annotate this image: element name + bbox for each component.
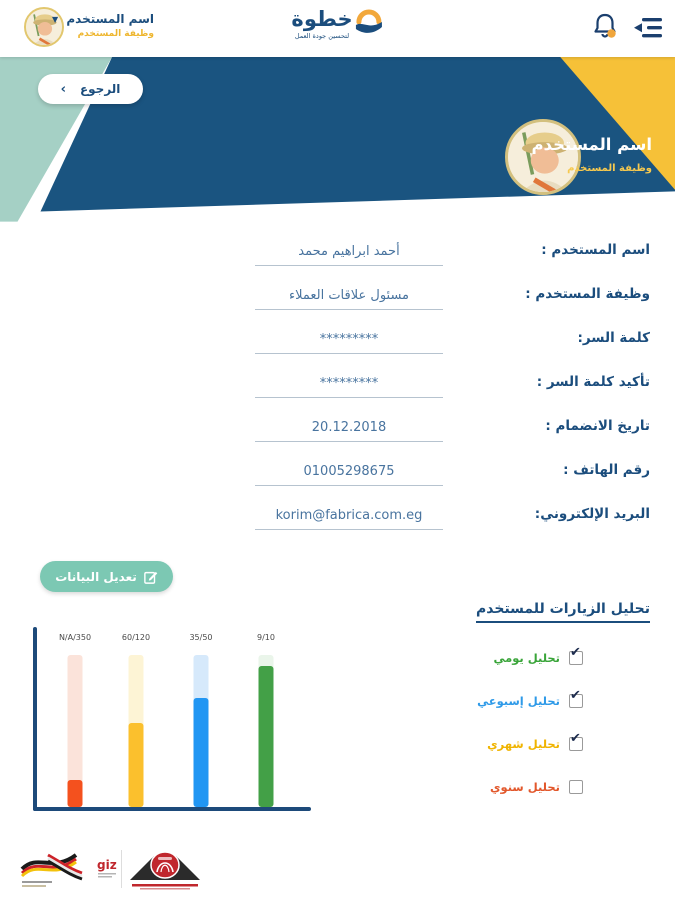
checkbox-label: تحليل يومي (493, 651, 560, 665)
chart-bar-label: 9/10 (257, 633, 275, 642)
checkbox-label: تحليل سنوي (489, 780, 560, 794)
bell-icon (592, 12, 618, 40)
footer-divider (121, 850, 122, 888)
header-user-role: وظيفة المستخدم (77, 29, 154, 39)
field-label: وظيفة المستخدم : (525, 286, 650, 302)
form-row-confirm-password (0, 368, 675, 412)
field-label: تاريخ الانضمام : (545, 418, 650, 434)
profile-role: وظيفة المستخدم (567, 163, 652, 174)
user-details-form (0, 236, 675, 544)
notifications-button[interactable] (592, 12, 618, 44)
chart-bar-label: 60/120 (121, 633, 151, 642)
form-row-phone (0, 456, 675, 500)
chart-bar-label: N/A/350 (58, 633, 92, 642)
field-value: 01005298675 (255, 458, 443, 486)
form-row-join-date (0, 412, 675, 456)
checkbox-label: تحليل إسبوعي (477, 694, 560, 708)
edit-data-button-label: تعديل البيانات (55, 569, 137, 584)
field-label: البريد الإلكتروني: (534, 506, 650, 522)
visits-analysis-title: تحليل الزيارات للمستخدم (476, 601, 650, 623)
checkbox[interactable] (569, 651, 583, 665)
header-user-menu[interactable] (52, 12, 154, 39)
top-header (0, 0, 675, 57)
form-row-username (0, 236, 675, 280)
checkbox-daily-analysis[interactable] (493, 650, 583, 666)
field-value: ********* (255, 370, 443, 398)
edit-icon (144, 570, 158, 584)
chart-bar (235, 627, 297, 815)
chevron-down-icon: ▼ (52, 15, 59, 24)
svg-text:giz: giz (97, 858, 117, 872)
back-button-label: الرجوع (79, 82, 121, 96)
form-row-email (0, 500, 675, 544)
menu-button[interactable] (634, 17, 662, 43)
field-label: رقم الهاتف : (563, 462, 650, 478)
profile-name: اسم المستخدم (531, 135, 652, 154)
field-label: اسم المستخدم : (541, 242, 650, 258)
field-value: أحمد ابراهيم محمد (255, 238, 443, 266)
app-logo-icon (354, 8, 384, 38)
form-row-role (0, 280, 675, 324)
field-value: ********* (255, 326, 443, 354)
chart-bar (105, 627, 167, 815)
chart-bar-fill (68, 780, 83, 807)
chart-bar-fill (259, 666, 274, 807)
checkbox-label: تحليل شهري (487, 737, 560, 751)
header-user-avatar[interactable] (24, 7, 64, 47)
profile-identity (531, 135, 652, 174)
chart-y-axis (33, 627, 37, 811)
chart-bar-label: 35/50 (189, 633, 213, 642)
chart-bar (44, 627, 106, 815)
chart-bar-fill (129, 723, 144, 807)
checkbox-yearly-analysis[interactable] (490, 779, 583, 795)
profile-banner (0, 57, 675, 225)
checkbox[interactable] (569, 694, 583, 708)
app-logo (291, 8, 383, 40)
edit-data-button[interactable] (40, 561, 173, 592)
chevron-left-icon: ‹ (60, 81, 66, 97)
menu-collapse-icon (634, 17, 662, 39)
app-logo-text: خطوة (291, 7, 353, 31)
giz-logo (96, 856, 118, 882)
german-cooperation-logo (18, 843, 100, 891)
header-user-name: اسم المستخدم (66, 12, 154, 26)
chart-bar (170, 627, 232, 815)
field-label: تأكيد كلمة السر : (536, 374, 650, 390)
checkbox-monthly-analysis[interactable] (487, 736, 583, 752)
field-label: كلمة السر: (577, 330, 650, 346)
checkbox[interactable] (569, 737, 583, 751)
checkbox[interactable] (569, 780, 583, 794)
form-row-password (0, 324, 675, 368)
field-value: مسئول علاقات العملاء (255, 282, 443, 310)
back-button[interactable] (38, 74, 143, 104)
field-value: 20.12.2018 (255, 414, 443, 442)
visits-bar-chart (33, 627, 315, 815)
field-value: korim@fabrica.com.eg (255, 502, 443, 530)
chart-bar-fill (194, 698, 209, 807)
industrial-org-logo (128, 848, 202, 892)
checkbox-weekly-analysis[interactable] (477, 693, 583, 709)
app-logo-tagline: لتحسين جودة العمل (294, 32, 350, 41)
